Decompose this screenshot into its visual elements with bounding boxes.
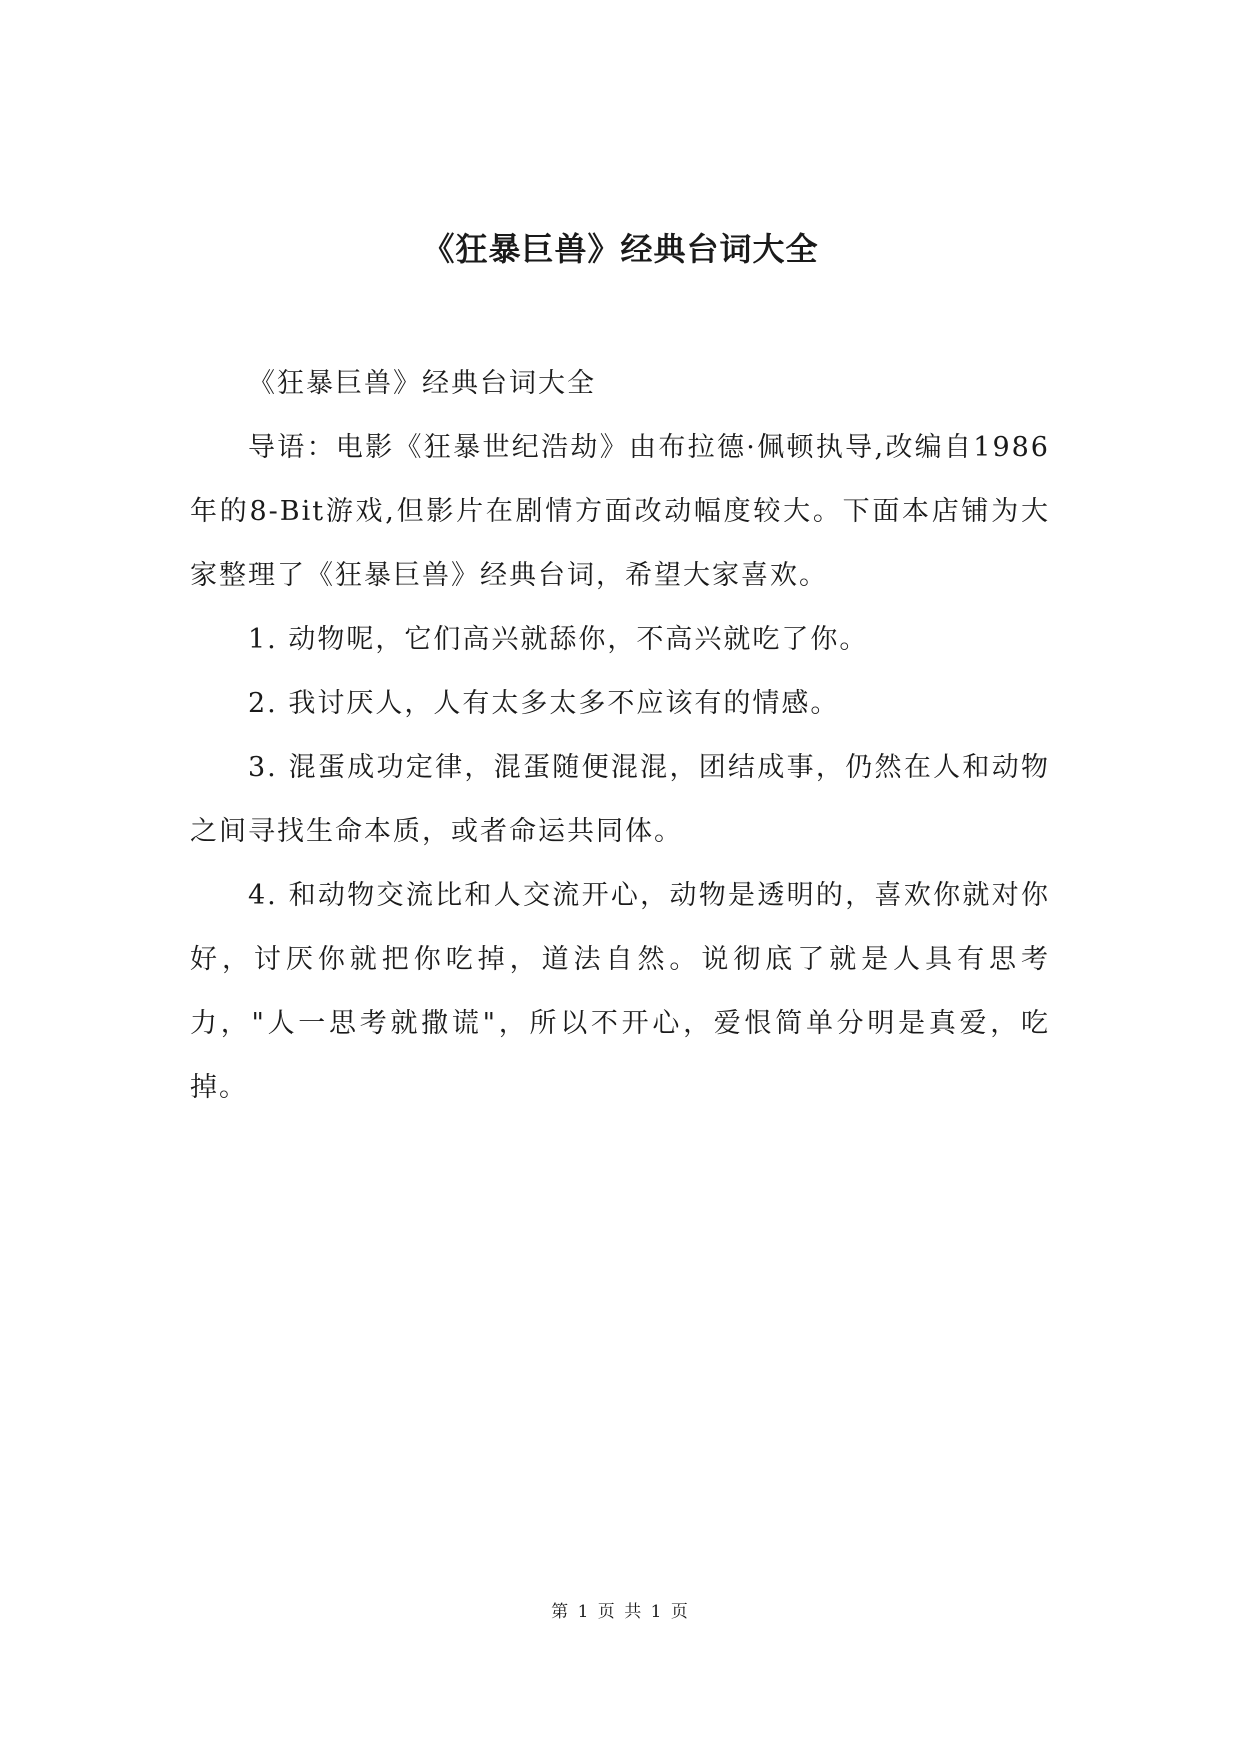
document-body [190,352,1050,1120]
paragraph-quote-2: 2. 我讨厌人，人有太多太多不应该有的情感。 [248,688,840,719]
page-footer: 第 1 页 共 1 页 [551,1602,690,1622]
paragraph-quote-4: 4. 和动物交流比和人交流开心，动物是透明的，喜欢你就对你好，讨厌你就把你吃掉，道法自然。说彻底了就是人具有思考力，"人一思考就撒谎"，所以不开心，爱恨简单分明是真爱，吃掉。 [190,880,1050,1103]
paragraph-intro: 导语：电影《狂暴世纪浩劫》由布拉德·佩顿执导,改编自1986年的8-Bit游戏,但影片在剧情方面改动幅度较大。下面本店铺为大家整理了《狂暴巨兽》经典台词，希望大家喜欢。 [190,432,1050,591]
paragraph-heading: 《狂暴巨兽》经典台词大全 [248,368,596,399]
paragraph-quote-3: 3. 混蛋成功定律，混蛋随便混混，团结成事，仍然在人和动物之间寻找生命本质，或者命运共同体。 [190,752,1050,847]
page-title: 《狂暴巨兽》经典台词大全 [422,230,819,268]
paragraph-quote-1: 1. 动物呢，它们高兴就舔你，不高兴就吃了你。 [248,624,869,655]
